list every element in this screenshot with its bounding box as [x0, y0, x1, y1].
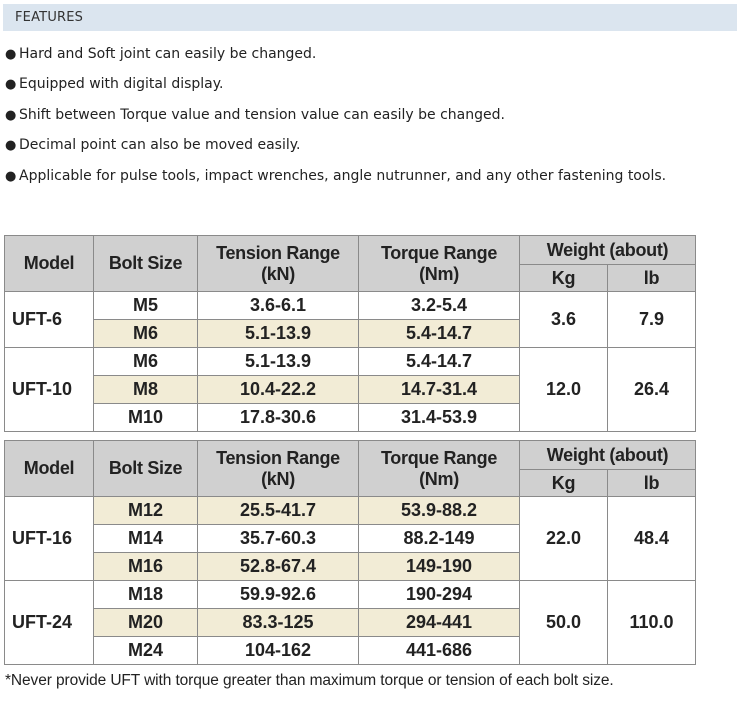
bullet-icon: ● [5, 77, 17, 93]
header-torque-range: Torque Range (Nm) [359, 236, 520, 292]
tension-cell: 25.5-41.7 [198, 497, 359, 525]
table-row [5, 497, 696, 525]
feature-item: ● Applicable for pulse tools, impact wrenches, angle nutrunner, and any other fastening tools. [5, 163, 666, 193]
torque-cell: 294-441 [359, 609, 520, 637]
bolt-cell: M14 [94, 525, 198, 553]
header-lb: lb [608, 265, 696, 292]
model-cell: UFT-16 [5, 497, 94, 581]
tension-cell: 104-162 [198, 637, 359, 665]
kg-cell: 50.0 [520, 581, 608, 665]
bullet-icon: ● [5, 47, 17, 62]
spec-table-2 [4, 440, 696, 665]
lb-cell: 48.4 [608, 497, 696, 581]
header-model: Model [5, 236, 94, 292]
bullet-icon: ● [5, 107, 17, 123]
torque-cell: 31.4-53.9 [359, 404, 520, 432]
bolt-cell: M5 [94, 292, 198, 320]
torque-cell: 149-190 [359, 553, 520, 581]
tension-cell: 83.3-125 [198, 609, 359, 637]
kg-cell: 3.6 [520, 292, 608, 348]
bullet-icon: ● [5, 168, 17, 184]
bolt-cell: M20 [94, 609, 198, 637]
spec-table-1 [4, 235, 696, 432]
tension-cell: 5.1-13.9 [198, 320, 359, 348]
torque-cell: 14.7-31.4 [359, 376, 520, 404]
tension-cell: 59.9-92.6 [198, 581, 359, 609]
tension-cell: 10.4-22.2 [198, 376, 359, 404]
header-weight: Weight (about) [520, 236, 696, 265]
header-lb: lb [608, 470, 696, 497]
bolt-cell: M6 [94, 348, 198, 376]
model-cell: UFT-24 [5, 581, 94, 665]
torque-cell: 3.2-5.4 [359, 292, 520, 320]
header-tension-range: Tension Range (kN) [198, 441, 359, 497]
tension-cell: 17.8-30.6 [198, 404, 359, 432]
bolt-cell: M18 [94, 581, 198, 609]
torque-cell: 53.9-88.2 [359, 497, 520, 525]
torque-cell: 190-294 [359, 581, 520, 609]
lb-cell: 7.9 [608, 292, 696, 348]
bolt-cell: M10 [94, 404, 198, 432]
lb-cell: 26.4 [608, 348, 696, 432]
features-list [5, 41, 666, 193]
header-torque-range: Torque Range (Nm) [359, 441, 520, 497]
tension-cell: 3.6-6.1 [198, 292, 359, 320]
tension-cell: 52.8-67.4 [198, 553, 359, 581]
kg-cell: 12.0 [520, 348, 608, 432]
kg-cell: 22.0 [520, 497, 608, 581]
feature-item: ● Decimal point can also be moved easily. [5, 132, 666, 162]
tension-cell: 5.1-13.9 [198, 348, 359, 376]
bolt-cell: M8 [94, 376, 198, 404]
table-row [5, 292, 696, 320]
bullet-icon: ● [5, 138, 17, 154]
header-bolt-size: Bolt Size [94, 236, 198, 292]
bolt-cell: M6 [94, 320, 198, 348]
model-cell: UFT-6 [5, 292, 94, 348]
feature-item: ● Hard and Soft joint can easily be changed. [5, 41, 666, 71]
torque-cell: 5.4-14.7 [359, 348, 520, 376]
header-kg: Kg [520, 470, 608, 497]
footnote: *Never provide UFT with torque greater than maximum torque or tension of each bolt size. [5, 672, 614, 689]
torque-cell: 441-686 [359, 637, 520, 665]
bolt-cell: M24 [94, 637, 198, 665]
table-row [5, 348, 696, 376]
feature-item: ● Equipped with digital display. [5, 71, 666, 101]
header-tension-range: Tension Range (kN) [198, 236, 359, 292]
model-cell: UFT-10 [5, 348, 94, 432]
bolt-cell: M12 [94, 497, 198, 525]
header-bolt-size: Bolt Size [94, 441, 198, 497]
features-header: FEATURES [3, 4, 737, 31]
bolt-cell: M16 [94, 553, 198, 581]
header-kg: Kg [520, 265, 608, 292]
torque-cell: 5.4-14.7 [359, 320, 520, 348]
feature-item: ● Shift between Torque value and tension value can easily be changed. [5, 102, 666, 132]
table-row [5, 581, 696, 609]
header-weight: Weight (about) [520, 441, 696, 470]
header-model: Model [5, 441, 94, 497]
tension-cell: 35.7-60.3 [198, 525, 359, 553]
lb-cell: 110.0 [608, 581, 696, 665]
torque-cell: 88.2-149 [359, 525, 520, 553]
